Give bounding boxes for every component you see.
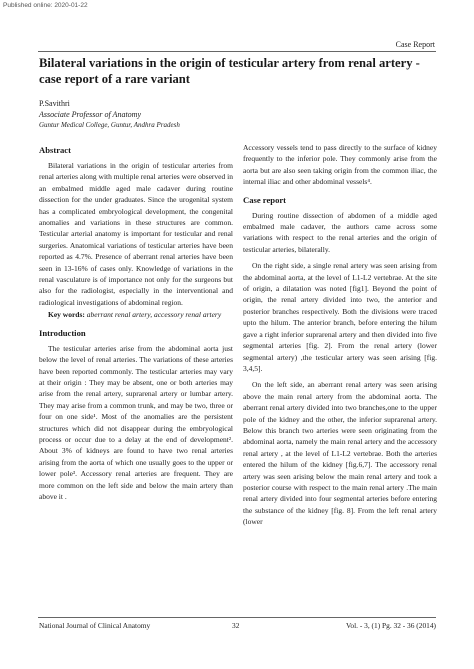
case-paragraph-2: On the right side, a single renal artery was seen arising from the abdominal aorta, at the level of L1-L2 vertebrae. At the site of origin, a dilatation was noted [fig1]. Beyond the point of origin, the renal artery divided into two, the anterior and posterior branches respectively. Both the divisions were traced upto the hilum. The anterior branch, before entering the hilum gave a right inferior suprarenal artery and then divided into five segmental arteries [fig. 2]. From the renal artery (lower segmental artery) ,the testicular artery was seen arising [fig. 3,4,5]. — [243, 261, 437, 373]
case-report-heading: Case report — [243, 194, 287, 205]
keywords-label: Key words: — [48, 310, 85, 320]
published-date: Published online: 2020-01-22 — [3, 2, 88, 9]
abstract-text: Bilateral variations in the origin of testicular arteries from renal arteries along with multiple renal arteries were observed in an embalmed middle aged male cadaver during routine dissection for the under graduates. Since the urogenital system has a complicated embryological development, the congenital anomalies and variations in these structures are common. Testicular arterial anatomy is important for testicular and renal surgeries. Anatomical variations of testicular arteries have been reported as 4.7%. Presence of aberrant renal arteries have been seen in 13-16% of cases only. Knowledge of variations in the renal vasculature is of importance not only for the surgeons but also for the radiologist, especially in the interventional and radiological investigations of abdominal region. — [39, 161, 233, 307]
introduction-heading: Introduction — [39, 327, 86, 338]
footer-divider — [38, 617, 436, 618]
right-column — [243, 142, 437, 528]
left-column — [39, 143, 233, 502]
article-category: Case Report — [395, 40, 435, 49]
author-affiliation: Guntur Medical College, Guntur, Andhra Pradesh — [39, 121, 180, 129]
footer-citation: Vol. - 3, (1) Pg. 32 - 36 (2014) — [346, 621, 436, 630]
footer-page-number: 32 — [232, 621, 240, 630]
author-name: P.Savithri — [39, 99, 70, 108]
author-role: Associate Professor of Anatomy — [39, 110, 141, 119]
introduction-text: The testicular arteries arise from the abdominal aorta just below the level of renal arteries. The variations of these arteries have been reported commonly. The testicular arteries may vary at their origin : They may be absent, one or both arteries may arise from the renal artery, suprarenal artery or lumbar artery. They may arise from a common trunk, and may be two, three or four on one side¹. Most of the anomalies are the persistent structures which did not disappear during the embryological process or occur due to a delay at the end of development². About 3% of kidneys are found to have two renal arteries arising from the aorta of which one usually goes to the upper or lower pole³. Accessory renal arteries are frequent. They are more common on the left side and below the main artery than above it . — [39, 343, 233, 501]
abstract-heading: Abstract — [39, 145, 71, 155]
article-title: Bilateral variations in the origin of testicular artery from renal artery - case report of a rare variant — [39, 56, 420, 86]
footer-journal: National Journal of Clinical Anatomy — [39, 621, 151, 630]
header-divider — [38, 51, 436, 52]
author-block — [39, 98, 249, 131]
case-paragraph-3: On the left side, an aberrant renal artery was seen arising above the main renal artery from the abdominal aorta. The aberrant renal artery divided into two branches,one to the upper pole of the kidney and the other, the inferior suprarenal artery. Below this branch two arteries were seen originating from the abdominal aorta, namely the main renal artery and the accessory renal artery , at the level of L1-L2 vertebrae. Both the arteries entered the hilum of the kidney [fig.6,7]. The accessory renal artery was seen arising below the main renal artery and took a posterior course with respect to the main renal artery .The main renal artery divided into four segmental arteries before entering the substance of the kidney [fig. 8]. From the left renal artery (lower — [243, 380, 437, 527]
keywords-text: aberrant renal artery, accessory renal artery — [86, 310, 222, 320]
keywords — [39, 309, 233, 320]
case-paragraph-1: During routine dissection of abdomen of a middle aged embalmed male cadaver, the authors came across some variations with respect to the renal arteries and the origin of testicular arteries, bilaterally. — [243, 210, 437, 254]
introduction-continued: Accessory vessels tend to pass directly to the surface of kidney frequently to the inferior pole. They commonly arise from the aorta but are also seen taking origin from the common iliac, the internal iliac and other abdominal vessels⁴. — [243, 143, 437, 187]
